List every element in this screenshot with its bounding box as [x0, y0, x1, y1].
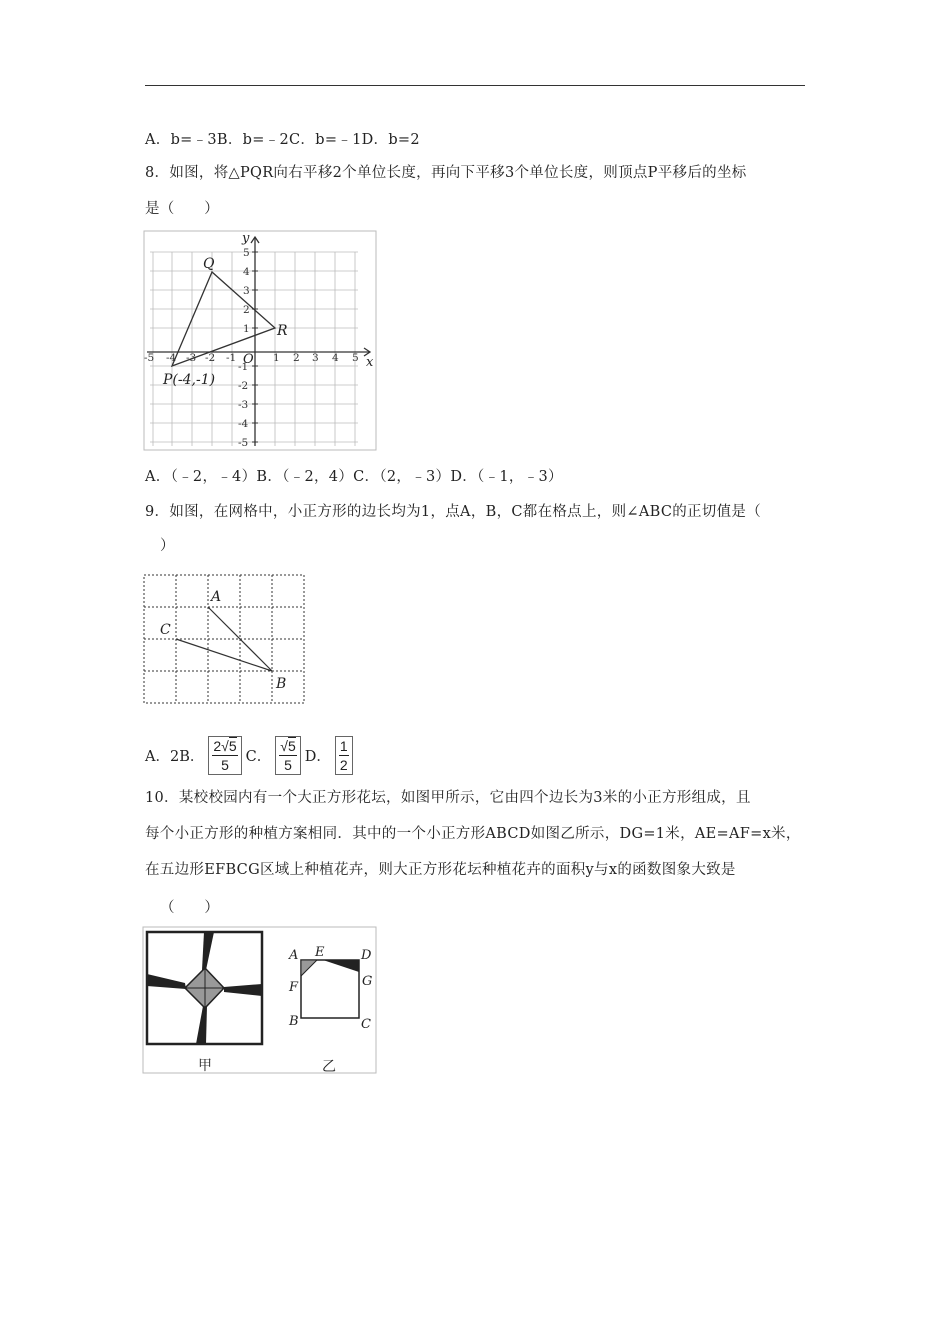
q9-option-d-label: D．: [304, 749, 331, 765]
q8-x-tick: 1: [273, 352, 280, 364]
q8-origin-label: O: [243, 352, 254, 367]
q9-text-line2: ）: [160, 538, 175, 554]
q8-x-tick: -4: [166, 352, 177, 364]
q8-y-tick: -4: [238, 418, 249, 430]
q8-y-tick: 5: [243, 247, 250, 259]
q9-option-c-label: C．: [245, 749, 272, 765]
q9-option-a: A．2B．: [145, 749, 205, 765]
q10-text-line2: 每个小正方形的种植方案相同．其中的一个小正方形ABCD如图乙所示，DG=1米，AE=AF=x米，: [145, 826, 801, 842]
q9-point-a-label: A: [211, 589, 222, 605]
q10-text-line4: （ ）: [160, 900, 220, 916]
q9-point-c-label: C: [160, 622, 171, 638]
header-rule: [145, 85, 805, 86]
q8-point-q-label: Q: [203, 256, 215, 272]
q9-segment-cb: [176, 639, 272, 671]
q8-x-tick: -3: [186, 352, 197, 364]
q9-option-d-fraction: [335, 736, 353, 775]
q8-text-line2: 是（ ）: [145, 201, 219, 217]
q9-d-num: 1: [339, 738, 348, 754]
q8-coordinate-figure: [143, 230, 379, 452]
q8-x-tick: -5: [144, 352, 155, 364]
q8-x-tick: -2: [205, 352, 216, 364]
q8-x-tick: -1: [226, 352, 237, 364]
q10-point-d: D: [361, 948, 372, 963]
q8-x-tick: 3: [312, 352, 319, 364]
q9-text-line1: 9．如图，在网格中，小正方形的边长均为1，点A，B，C都在格点上，则∠ABC的正切值是（: [145, 504, 762, 520]
q8-y-axis-label: y: [242, 231, 250, 246]
q8-point-p-annotation: P(-4,-1): [163, 372, 216, 388]
q8-x-tick: 4: [332, 352, 339, 364]
q10-point-e: E: [315, 945, 325, 960]
q8-y-tick: 4: [243, 266, 250, 278]
q8-point-r-label: R: [277, 323, 288, 339]
q10-label-yi: 乙: [322, 1059, 336, 1075]
q10-point-g: G: [362, 974, 373, 989]
q10-point-f: F: [289, 980, 299, 995]
q8-y-tick: -2: [238, 380, 249, 392]
q8-y-tick: 1: [243, 323, 250, 335]
q10-text-line3: 在五边形EFBCG区域上种植花卉，则大正方形花坛种植花卉的面积y与x的函数图象大致是: [145, 862, 736, 878]
q9-grid-figure: [141, 571, 309, 708]
q8-y-tick: 3: [243, 285, 250, 297]
q10-label-jia: 甲: [198, 1058, 212, 1074]
q10-figure-jia: [147, 932, 262, 1074]
q10-text-line1: 10．某校校园内有一个大正方形花坛，如图甲所示，它由四个边长为3米的小正方形组成，且: [145, 790, 751, 806]
q10-point-b: B: [289, 1014, 299, 1029]
q8-y-tick: 2: [243, 304, 250, 316]
q8-x-axis-label: x: [366, 355, 374, 370]
q9-d-den: 2: [339, 757, 348, 773]
q10-figure-yi: [288, 945, 372, 1075]
q9-b-num-coef: 2: [213, 738, 222, 754]
q8-x-tick: 5: [352, 352, 359, 364]
q7-options: A．b=﹣3B．b=﹣2C．b=﹣1D．b=2: [145, 132, 420, 148]
q10-point-a: A: [289, 948, 299, 963]
q9-b-num-radicand: 5: [228, 738, 237, 754]
q9-point-b-label: B: [276, 676, 287, 692]
q9-option-b-fraction: $\frac{2√5}{5}$: [208, 736, 241, 775]
q8-y-tick: -3: [238, 399, 249, 411]
q8-y-tick: -1: [238, 361, 249, 373]
q8-text-line1: 8．如图，将△PQR向右平移2个单位长度，再向下平移3个单位长度，则顶点P平移后的坐标: [145, 165, 747, 181]
q8-x-tick: 2: [293, 352, 300, 364]
q10-figures: [142, 926, 378, 1076]
q9-option-c-fraction: $\frac{√5}{5}$: [275, 736, 300, 775]
q9-options: [145, 736, 357, 775]
q9-b-den: 5: [221, 757, 229, 773]
q9-c-den: 5: [284, 757, 292, 773]
q8-options: A．（﹣2，﹣4）B．（﹣2，4）C．（2，﹣3）D．（﹣1，﹣3）: [145, 469, 563, 485]
q9-c-num-radicand: 5: [287, 738, 296, 754]
q10-point-c: C: [361, 1017, 371, 1032]
q8-y-tick: -5: [238, 437, 249, 449]
